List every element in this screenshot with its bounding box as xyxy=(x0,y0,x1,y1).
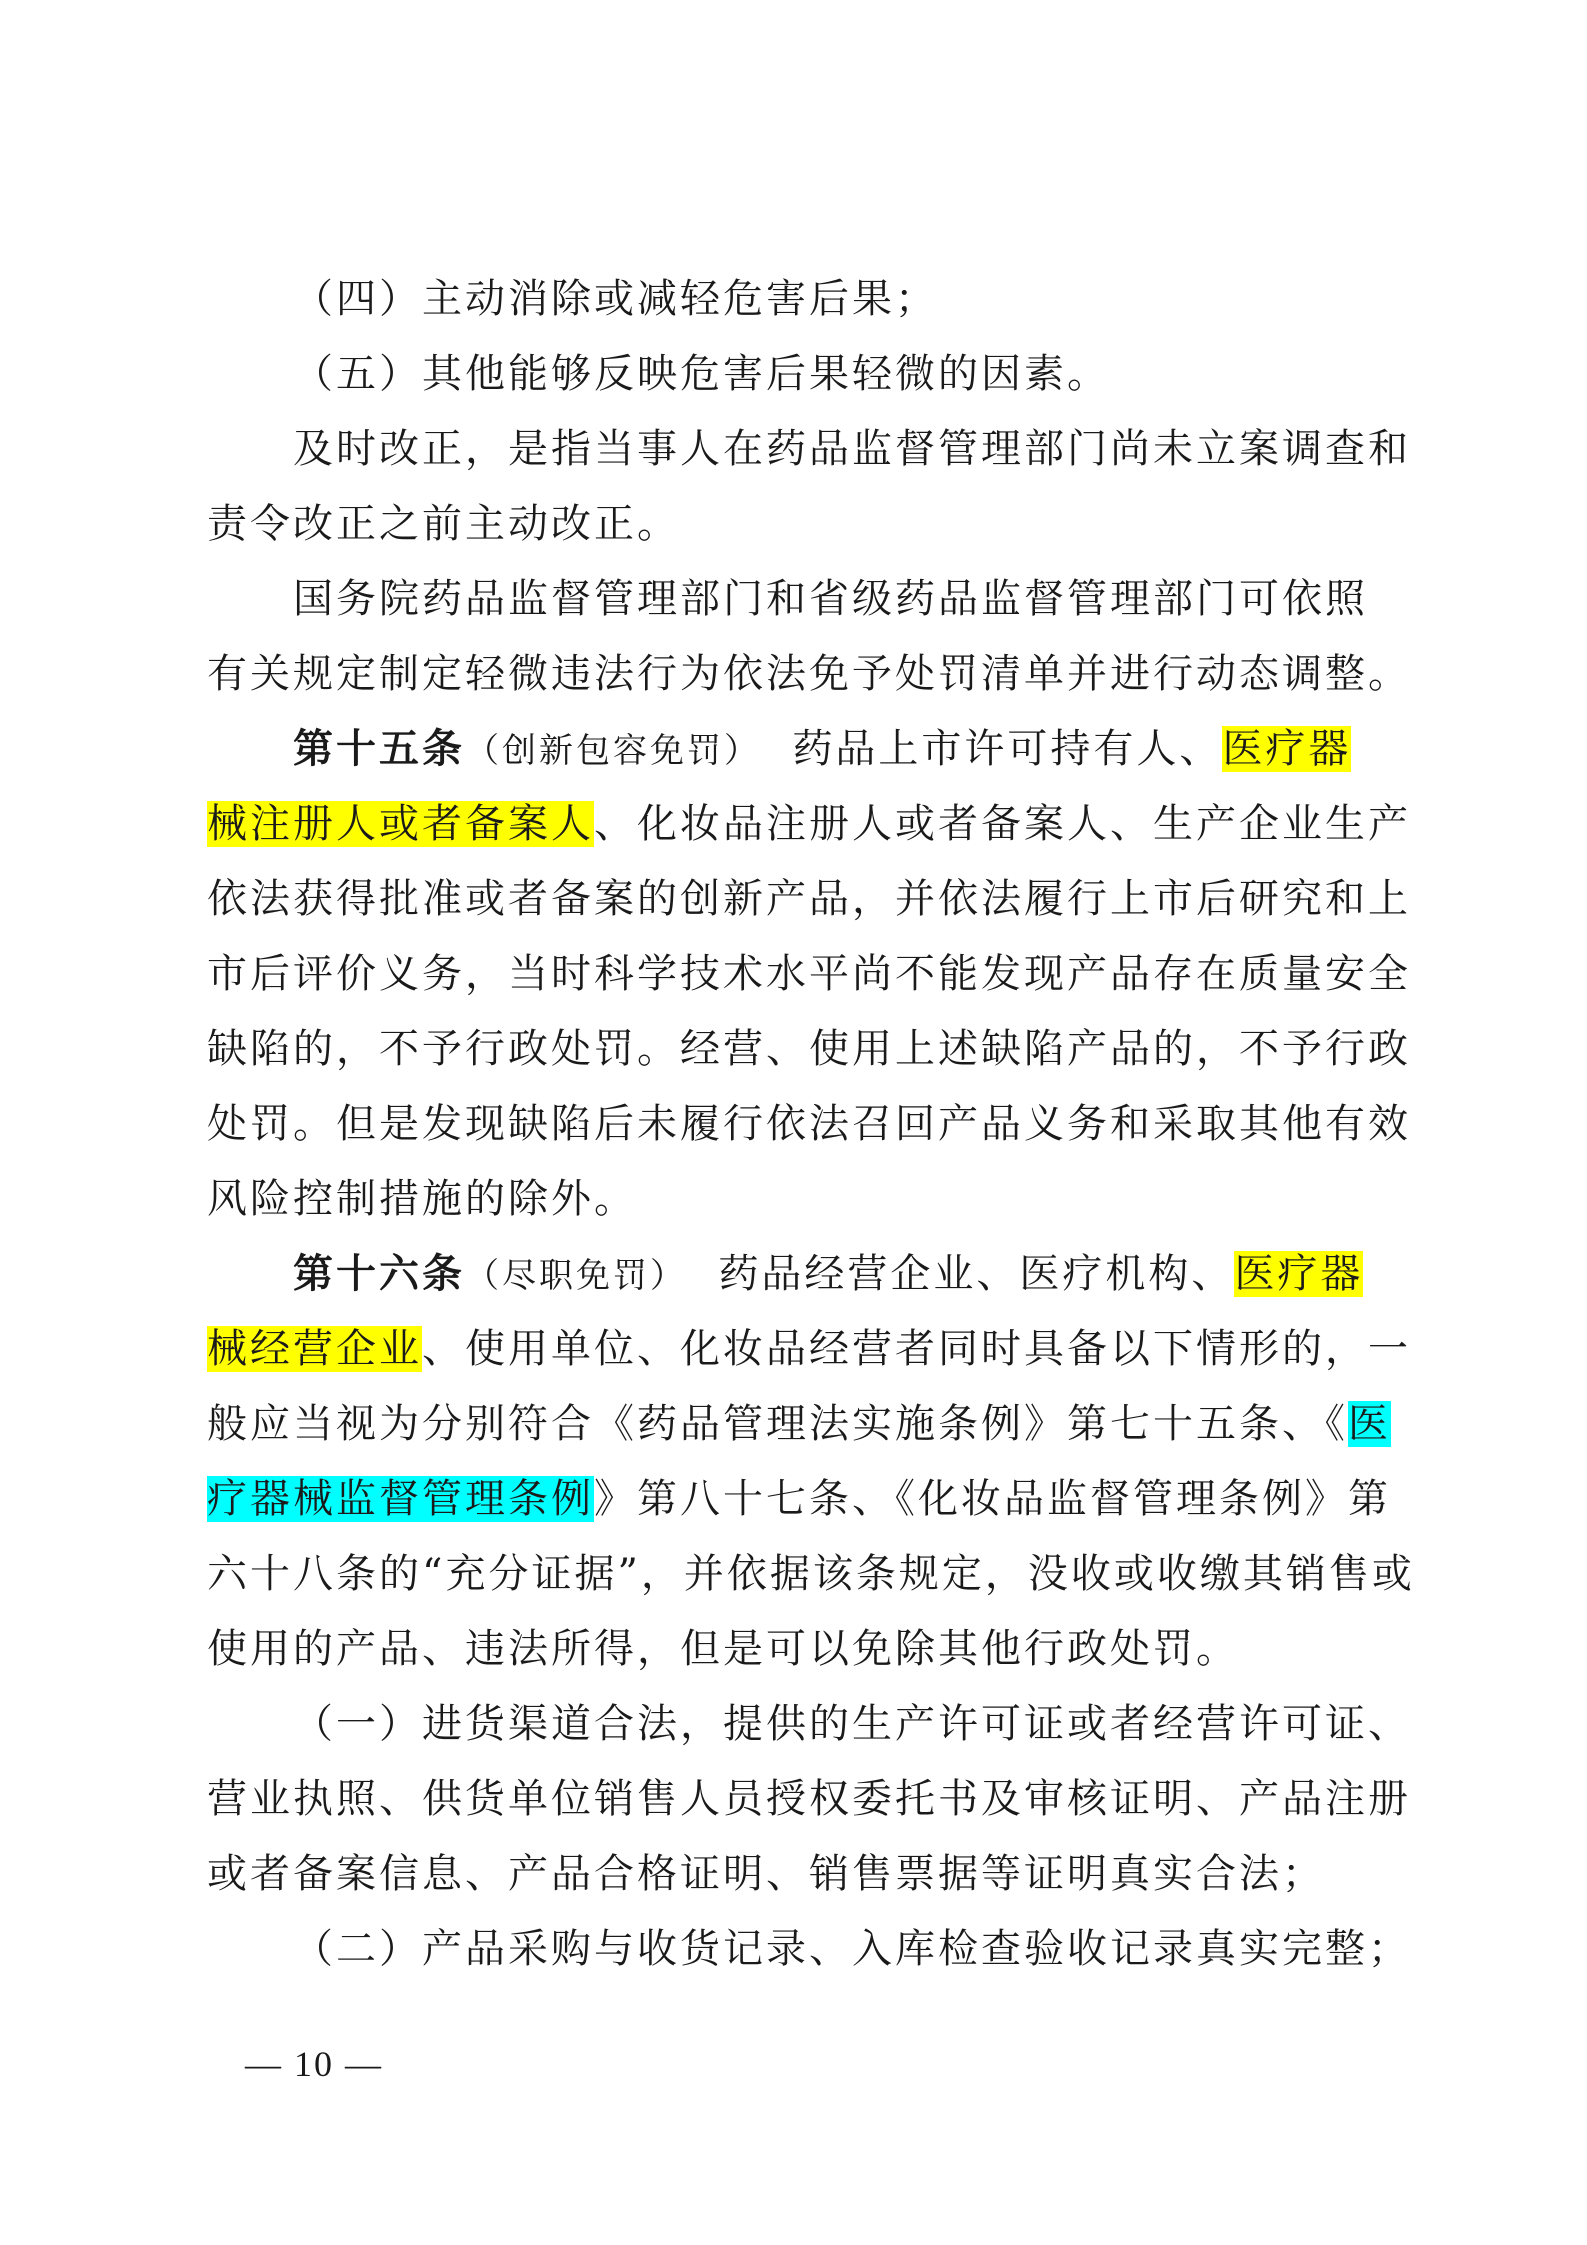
article-16-line-3 xyxy=(207,1397,1391,1451)
article-15-text: 、化妆品注册人或者备案人、生产企业生产 xyxy=(594,801,1411,847)
article-16-title: 第十六条 xyxy=(293,1250,465,1297)
article-16-text: 、使用单位、化妆品经营者同时具备以下情形的，一 xyxy=(422,1326,1411,1372)
article-16-line-4 xyxy=(207,1472,1391,1526)
article-15-title: 第十五条 xyxy=(293,725,465,772)
highlight-yellow: 医疗器 xyxy=(1222,726,1352,772)
article-16-line-1 xyxy=(293,1247,1387,1303)
item-1-line-3: 或者备案信息、产品合格证明、销售票据等证明真实合法； xyxy=(207,1851,1325,1897)
article-15-line-3: 依法获得批准或者备案的创新产品，并依法履行上市后研究和上 xyxy=(207,876,1411,922)
article-16-subtitle: （尽职免罚） xyxy=(465,1256,687,1296)
highlight-cyan: 医 xyxy=(1348,1401,1391,1447)
article-16-text: 药品经营企业、医疗机构、 xyxy=(718,1251,1235,1297)
article-15-line-4: 市后评价义务，当时科学技术水平尚不能发现产品存在质量安全 xyxy=(207,951,1411,997)
paragraph-timely-correction-line-1: 及时改正，是指当事人在药品监督管理部门尚未立案调查和 xyxy=(293,426,1411,472)
highlight-yellow: 械注册人或者备案人 xyxy=(207,801,594,847)
article-15-line-2 xyxy=(207,797,1411,851)
article-16-line-2 xyxy=(207,1322,1411,1376)
highlight-yellow: 医疗器 xyxy=(1234,1251,1364,1297)
article-16-text: 般应当视为分别符合《药品管理法实施条例》第七十五条、《 xyxy=(207,1401,1348,1447)
paragraph-state-council-line-2: 有关规定制定轻微违法行为依法免予处罚清单并进行动态调整。 xyxy=(207,651,1411,697)
page-number: — 10 — xyxy=(245,2044,383,2084)
paragraph-state-council-line-1: 国务院药品监督管理部门和省级药品监督管理部门可依照 xyxy=(293,576,1368,622)
article-16-text: 》第八十七条、《化妆品监督管理条例》第 xyxy=(594,1476,1391,1522)
article-15-line-5: 缺陷的，不予行政处罚。经营、使用上述缺陷产品的，不予行政 xyxy=(207,1026,1411,1072)
article-15-line-1 xyxy=(293,722,1387,778)
article-16-line-5: 六十八条的“充分证据”，并依据该条规定，没收或收缴其销售或 xyxy=(207,1551,1415,1597)
paragraph-timely-correction-line-2: 责令改正之前主动改正。 xyxy=(207,501,680,547)
article-15-subtitle: （创新包容免罚） xyxy=(465,731,761,771)
article-15-line-7: 风险控制措施的除外。 xyxy=(207,1176,637,1222)
article-15-line-6: 处罚。但是发现缺陷后未履行依法召回产品义务和采取其他有效 xyxy=(207,1101,1411,1147)
paragraph-item-4: （四）主动消除或减轻危害后果； xyxy=(293,276,938,322)
item-1-line-1: （一）进货渠道合法，提供的生产许可证或者经营许可证、 xyxy=(293,1701,1411,1747)
item-1-line-2: 营业执照、供货单位销售人员授权委托书及审核证明、产品注册 xyxy=(207,1776,1411,1822)
article-15-text: 药品上市许可持有人、 xyxy=(792,726,1223,772)
highlight-cyan: 疗器械监督管理条例 xyxy=(207,1476,594,1522)
article-16-line-6: 使用的产品、违法所得，但是可以免除其他行政处罚。 xyxy=(207,1626,1239,1672)
paragraph-item-5: （五）其他能够反映危害后果轻微的因素。 xyxy=(293,351,1110,397)
item-2-line-1: （二）产品采购与收货记录、入库检查验收记录真实完整； xyxy=(293,1926,1411,1972)
highlight-yellow: 械经营企业 xyxy=(207,1326,422,1372)
